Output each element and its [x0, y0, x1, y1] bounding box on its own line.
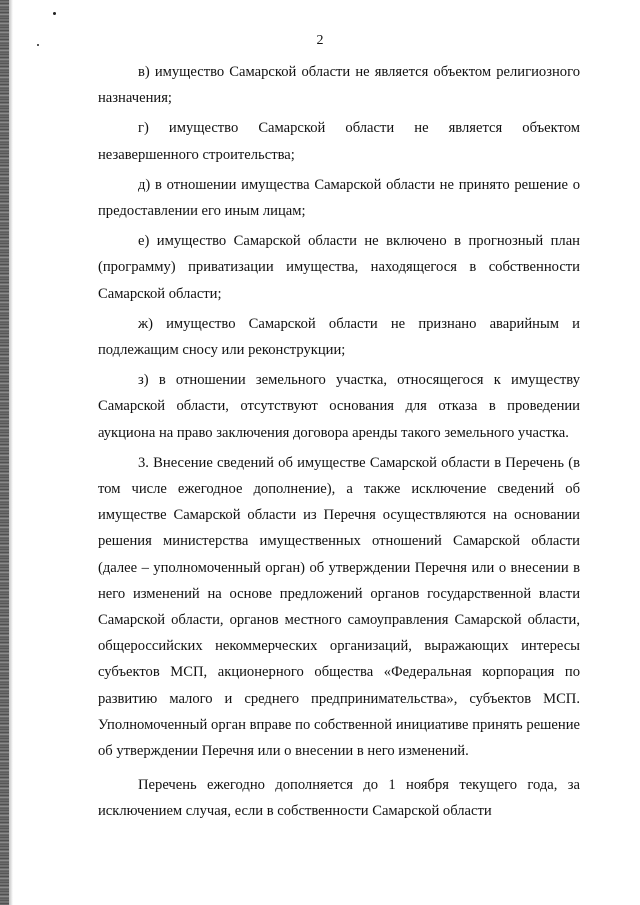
paragraph-item-zh: ж) имущество Самарской области не признано аварийным и подлежащим сносу или реконструкции;: [98, 315, 580, 359]
document-body: [98, 59, 580, 825]
paragraph-item-g: г) имущество Самарской области не является объектом незавершенного строительства;: [98, 120, 580, 163]
scan-edge-shadow: [0, 0, 9, 905]
paragraph-list-update: Перечень ежегодно дополняется до 1 ноября текущего года, за исключением случая, если в собственности Самарской области: [98, 777, 580, 820]
scan-speck: [53, 12, 56, 15]
paragraph-item-z: з) в отношении земельного участка, относящегося к имуществу Самарской области, отсутствуют основания для отказа в проведении аукциона на право заключения договора аренды такого земельного участка.: [98, 372, 580, 441]
paragraph-item-d: д) в отношении имущества Самарской области не принято решение о предоставлении его иным лицам;: [98, 176, 580, 220]
paragraph-section-3: 3. Внесение сведений об имуществе Самарской области в Перечень (в том числе ежегодное дополнение), а также исключение сведений об имуществе Самарской области из Перечня осуществляются на основании решения министерства имущественных отношений Самарской области (далее – уполномоченный орган) об утверждении Перечня или о внесении в него изменений на основе предложений органов государственной власти Самарской области, органов местного самоуправления Самарской области, общероссийских некоммерческих организаций, выражающих интересы субъектов МСП, акционерного общества «Федеральная корпорация по развитию малого и среднего предпринимательства», субъектов МСП. Уполномоченный орган вправе по собственной инициативе принять решение об утверждении Перечня или о внесении в него изменений.: [98, 454, 580, 760]
page-number: 2: [316, 33, 324, 48]
paragraph-item-e: е) имущество Самарской области не включено в прогнозный план (программу) приватизации имущества, находящегося в собственности Самарской области;: [98, 233, 580, 302]
scan-edge-gradient: [9, 0, 13, 905]
paragraph-item-v: в) имущество Самарской области не является объектом религиозного назначения;: [98, 64, 580, 107]
